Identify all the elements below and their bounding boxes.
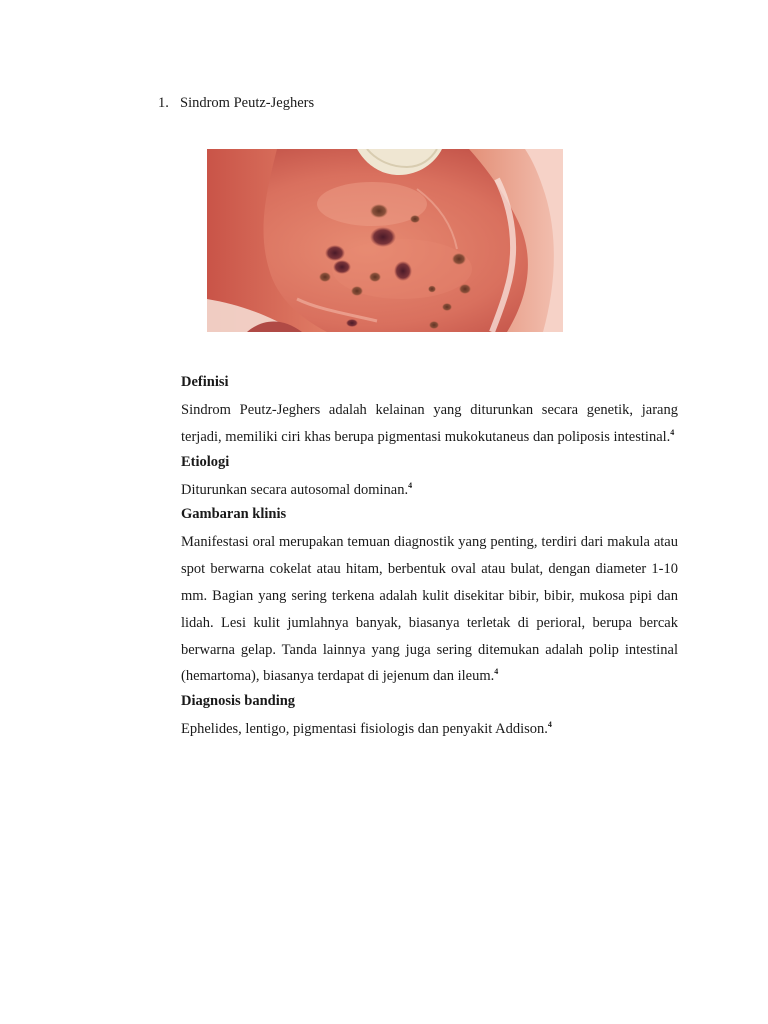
heading-title: Sindrom Peutz-Jeghers bbox=[180, 95, 315, 111]
section-body bbox=[181, 397, 678, 451]
section-title: Diagnosis banding bbox=[181, 693, 296, 710]
section-text: Manifestasi oral merupakan temuan diagnostik yang penting, terdiri dari makula atau spot berwarna cokelat atau hitam, berbentuk oval atau bulat, dengan diameter 1-10 mm. Bagian yang sering terkena adalah kulit disekitar bibir, bibir, mukosa pipi dan lidah. Lesi kulit jumlahnya banyak, biasanya terletak di perioral, berupa bercak berwarna gelap. Tanda lainnya yang juga sering ditemukan adalah polip intestinal (hemartoma), biasanya terdapat di jejenum dan ileum. bbox=[181, 534, 678, 685]
section-title: Gambaran klinis bbox=[181, 506, 287, 523]
section-definisi bbox=[181, 371, 678, 451]
list-number: 1. bbox=[158, 95, 169, 111]
section-body bbox=[181, 477, 678, 504]
section-text: Ephelides, lentigo, pigmentasi fisiologis dan penyakit Addison. bbox=[181, 721, 548, 738]
section-body bbox=[181, 716, 678, 743]
section-gambaran-klinis bbox=[181, 503, 678, 690]
section-text: Sindrom Peutz-Jeghers adalah kelainan yang diturunkan secara genetik, jarang terjadi, memiliki ciri khas berupa pigmentasi mukokutaneus dan poliposis intestinal. bbox=[181, 402, 678, 445]
section-etiologi bbox=[181, 451, 678, 504]
section-diagnosis-banding bbox=[181, 690, 678, 743]
clinical-photo bbox=[207, 149, 563, 332]
section-text: Diturunkan secara autosomal dominan. bbox=[181, 481, 409, 498]
section-title: Definisi bbox=[181, 374, 229, 390]
content-body bbox=[181, 371, 678, 743]
oral-mucosa-pigmentation-image bbox=[207, 149, 563, 332]
list-item-heading bbox=[158, 93, 314, 113]
section-body bbox=[181, 529, 678, 690]
section-title: Etiologi bbox=[181, 453, 230, 470]
reference-marker: 4 bbox=[670, 427, 675, 437]
reference-marker: 4 bbox=[547, 720, 552, 730]
reference-marker: 4 bbox=[408, 480, 413, 490]
reference-marker: 4 bbox=[494, 667, 499, 677]
